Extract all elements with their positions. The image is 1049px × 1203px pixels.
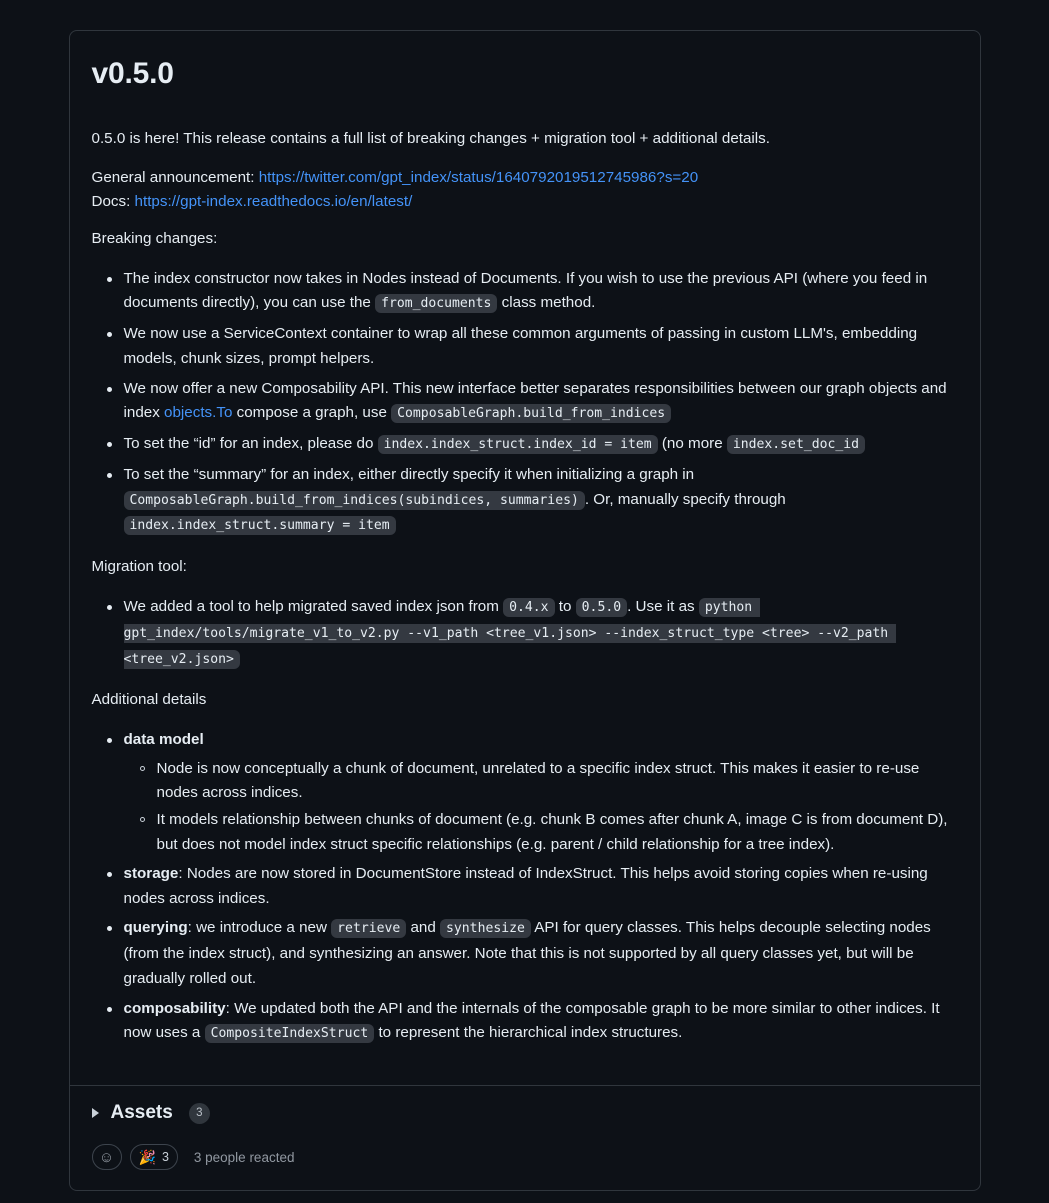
list-item — [124, 595, 958, 673]
release-intro-paragraph: 0.5.0 is here! This release contains a full list of breaking changes + migration tool + additional details. — [91, 129, 770, 147]
item-bold-label: composability — [123, 999, 226, 1017]
inline-code: retrieve — [331, 919, 406, 938]
docs-link[interactable]: https://gpt-index.readthedocs.io/en/latest/ — [134, 192, 413, 210]
inline-code: index.index_struct.summary = item — [124, 516, 396, 535]
reactions-row — [92, 1144, 958, 1170]
release-card — [69, 30, 981, 1191]
item-text-part-2: and — [406, 919, 441, 937]
item-text-part-3: API for query classes. This helps decouple selecting nodes (from the index struct), and synthesizing an answer. Note that this is not supported by all query classes yet, but will be gradually rolled out. — [123, 919, 931, 987]
inline-code: index.set_doc_id — [727, 435, 865, 454]
list-item — [124, 862, 958, 911]
additional-details-list — [92, 728, 958, 1047]
list-item: Node is now conceptually a chunk of document, unrelated to a specific index struct. This makes it easier to re-use nodes across indices. — [157, 757, 958, 806]
list-item — [124, 463, 958, 539]
general-announcement-link[interactable]: https://twitter.com/gpt_index/status/1640792019512745986?s=20 — [258, 169, 699, 187]
chevron-right-icon[interactable] — [92, 1108, 99, 1118]
list-item — [124, 997, 958, 1048]
party-popper-emoji: 🎉 — [138, 1149, 156, 1165]
inline-code: ComposableGraph.build_from_indices(subindices, summaries) — [124, 491, 585, 510]
release-body — [70, 31, 980, 1085]
item-text-part-2: . Or, manually specify through — [584, 490, 786, 508]
inline-code: from_documents — [375, 294, 497, 313]
sub-list — [124, 757, 958, 858]
list-item — [124, 322, 958, 371]
inline-code: ComposableGraph.build_from_indices — [391, 404, 671, 423]
migration-tool-heading: Migration tool: — [91, 558, 187, 576]
item-text-part-1: We now offer a new Composability API. This new interface better separates responsibilities between our graph objects and index — [123, 379, 947, 422]
item-text: : Nodes are now stored in DocumentStore instead of IndexStruct. This helps avoid storing copies when re-using nodes across indices. — [123, 865, 928, 907]
breaking-changes-heading: Breaking changes: — [91, 230, 218, 248]
assets-title: Assets — [110, 1102, 173, 1123]
page-title: v0.5.0 — [91, 57, 174, 90]
list-item — [124, 916, 958, 991]
docs-label: Docs: — [91, 192, 135, 210]
inline-code: index.index_struct.index_id = item — [378, 435, 658, 454]
reacted-summary-text: 3 people reacted — [193, 1149, 295, 1165]
objects-to-link[interactable]: objects.To — [164, 404, 233, 422]
assets-count-badge: 3 — [189, 1103, 210, 1124]
reaction-hooray-button[interactable] — [130, 1144, 178, 1170]
migration-tool-list — [92, 595, 958, 673]
assets-header[interactable] — [92, 1102, 958, 1124]
item-text-part-2: class method. — [497, 294, 596, 312]
item-bold-label: querying — [123, 919, 188, 937]
add-reaction-button[interactable] — [92, 1144, 122, 1170]
additional-details-heading: Additional details — [91, 691, 207, 709]
item-text-part-2: compose a graph, use — [232, 404, 392, 422]
assets-section — [70, 1086, 980, 1190]
item-text-part-2: to represent the hierarchical index structures. — [374, 1024, 683, 1042]
general-announcement-label: General announcement: — [91, 169, 259, 187]
item-text-part-1: : we introduce a new — [187, 919, 332, 937]
item-text-part-1: To set the “id” for an index, please do — [123, 435, 378, 452]
item-text-part-2: to — [554, 597, 576, 615]
reaction-count: 3 — [161, 1150, 169, 1164]
item-text-part-3: . Use it as — [627, 597, 699, 615]
list-item — [124, 728, 958, 857]
item-bold-label: storage — [123, 865, 179, 883]
announcement-links-paragraph — [92, 166, 958, 213]
item-text-part-1: We now use a ServiceContext container to wrap all these common arguments of passing in custom LLM's, embedding models, chunk sizes, prompt helpers. — [123, 325, 918, 367]
smiley-face-icon: ☺ — [98, 1148, 115, 1166]
item-bold-label: data model — [123, 731, 204, 748]
inline-code-command: python gpt_index/tools/migrate_v1_to_v2.py --v1_path <tree_v1.json> --index_struct_type <tree> --v2_path <tree_v2.json> — [123, 599, 897, 667]
item-text-part-2: (no more — [657, 435, 727, 452]
item-text-part-1: We added a tool to help migrated saved index json from — [123, 597, 504, 615]
item-text-part-1: : We updated both the API and the internals of the composable graph to be more similar to other indices. It now uses a — [123, 999, 940, 1042]
list-item — [124, 432, 958, 458]
item-text-part-1: The index constructor now takes in Nodes instead of Documents. If you wish to use the previous API (where you feed in documents directly), you can use the — [123, 269, 928, 312]
inline-code: 0.5.0 — [576, 598, 627, 617]
inline-code: 0.4.x — [503, 598, 554, 617]
item-text-part-1: To set the “summary” for an index, either directly specify it when initializing a graph in — [123, 465, 695, 483]
inline-code: synthesize — [440, 919, 531, 938]
list-item: It models relationship between chunks of document (e.g. chunk B comes after chunk A, image C is from document D), but does not model index struct specific relationships (e.g. parent / child relationship for a tree index). — [157, 808, 958, 857]
inline-code: CompositeIndexStruct — [205, 1024, 375, 1043]
breaking-changes-list — [92, 267, 958, 540]
list-item — [124, 377, 958, 428]
list-item — [124, 267, 958, 318]
